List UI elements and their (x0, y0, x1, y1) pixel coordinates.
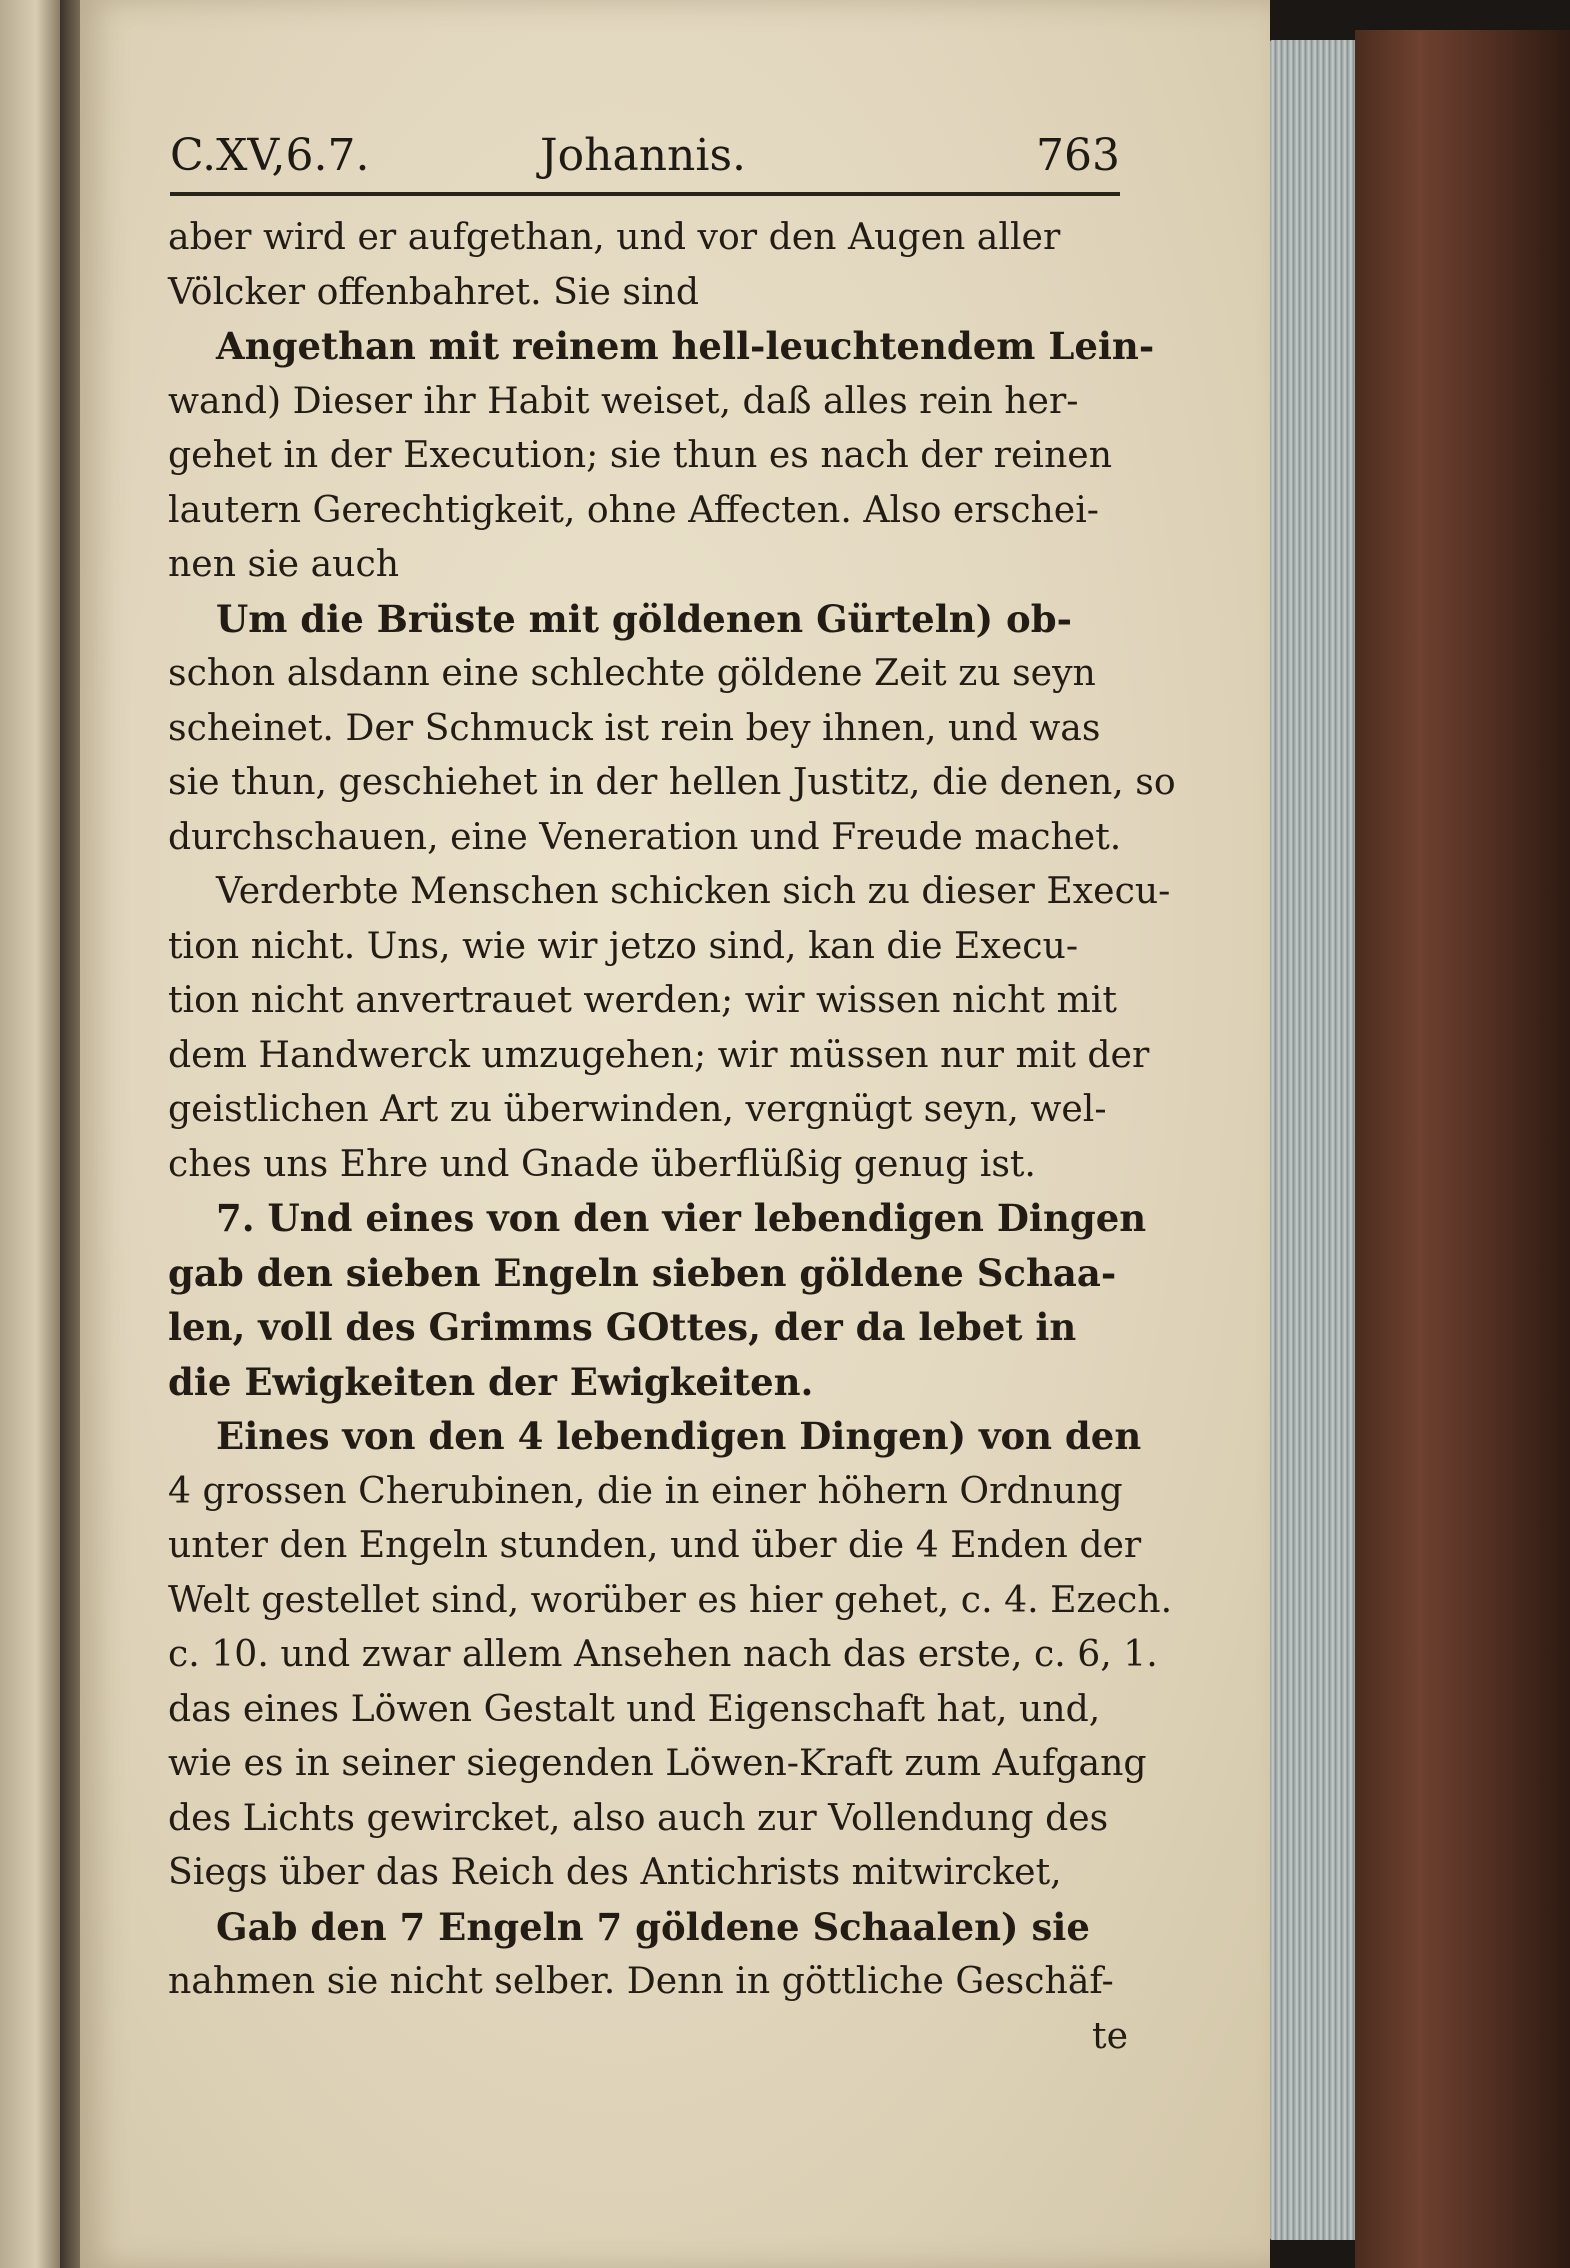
text-line: aber wird er aufgethan, und vor den Augen aller (168, 215, 1061, 258)
text-line: lautern Gerechtigkeit, ohne Affecten. Also erschei- (168, 487, 1099, 531)
text-line: c. 10. und zwar allem Ansehen nach das erste, c. 6, 1. (168, 1632, 1158, 1675)
text-line: wand) Dieser ihr Habit weiset, daß alles rein her- (168, 378, 1079, 422)
text-line: die Ewigkeiten der Ewigkeiten. (168, 1359, 814, 1404)
text-line: tion nicht anvertrauet werden; wir wissen nicht mit (168, 978, 1117, 1021)
text-line: nahmen sie nicht selber. Denn in göttliche Geschäf- (168, 1959, 1114, 2002)
page-number: 763 (1036, 130, 1120, 181)
text-line: gehet in der Execution; sie thun es nach der reinen (168, 433, 1113, 476)
running-header (170, 120, 1120, 190)
text-line: schon alsdann eine schlechte göldene Zeit zu seyn (168, 651, 1096, 694)
chapter-reference: C.XV,6.7. (170, 130, 370, 181)
text-line: Welt gestellet sind, worüber es hier gehet, c. 4. Ezech. (168, 1577, 1173, 1621)
text-line: 4 grossen Cherubinen, die in einer höhern Ordnung (168, 1468, 1123, 1512)
text-line: durchschauen, eine Veneration und Freude machet. (168, 814, 1122, 858)
text-line: nen sie auch (168, 542, 400, 585)
text-line: te (1092, 2013, 1128, 2057)
text-line: 7. Und eines von den vier lebendigen Dingen (216, 1196, 1147, 1240)
text-line: das eines Löwen Gestalt und Eigenschaft hat, und, (168, 1686, 1101, 1730)
text-line: scheinet. Der Schmuck ist rein bey ihnen, und was (168, 705, 1101, 749)
text-line: Angethan mit reinem hell-leuchtendem Lein- (216, 324, 1155, 368)
text-line: wie es in seiner siegenden Löwen-Kraft zum Aufgang (168, 1741, 1147, 1784)
text-line: Eines von den 4 lebendigen Dingen) von den (216, 1414, 1142, 1458)
text-line: Siegs über das Reich des Antichrists mitwircket, (168, 1850, 1062, 1893)
text-line: gab den sieben Engeln sieben göldene Schaa- (168, 1250, 1117, 1295)
text-line: unter den Engeln stunden, und über die 4 Enden der (168, 1523, 1142, 1566)
text-line: geistlichen Art zu überwinden, vergnügt seyn, wel- (168, 1087, 1107, 1130)
body-text (168, 210, 1176, 2063)
text-line: des Lichts gewircket, also auch zur Vollendung des (168, 1795, 1109, 1839)
text-line: Verderbte Menschen schicken sich zu dieser Execu- (216, 869, 1171, 912)
book-gutter (60, 0, 82, 2268)
header-rule (170, 192, 1120, 196)
page-block-edges (1270, 40, 1360, 2240)
text-line: Um die Brüste mit göldenen Gürteln) ob- (216, 596, 1072, 641)
text-line: ches uns Ehre und Gnade überflüßig genug ist. (168, 1141, 1036, 1185)
text-line: len, voll des Grimms GOttes, der da lebet in (168, 1305, 1077, 1349)
book-title: Johannis. (540, 130, 747, 181)
text-line: sie thun, geschiehet in der hellen Justitz, die denen, so (168, 760, 1176, 803)
text-line: tion nicht. Uns, wie wir jetzo sind, kan die Execu- (168, 923, 1079, 967)
text-line: Völcker offenbahret. Sie sind (168, 269, 700, 313)
text-line: Gab den 7 Engeln 7 göldene Schaalen) sie (216, 1904, 1090, 1949)
leather-cover (1355, 30, 1570, 2268)
text-line: dem Handwerck umzugehen; wir müssen nur mit der (168, 1032, 1150, 1076)
facing-page-edge (0, 0, 60, 2268)
